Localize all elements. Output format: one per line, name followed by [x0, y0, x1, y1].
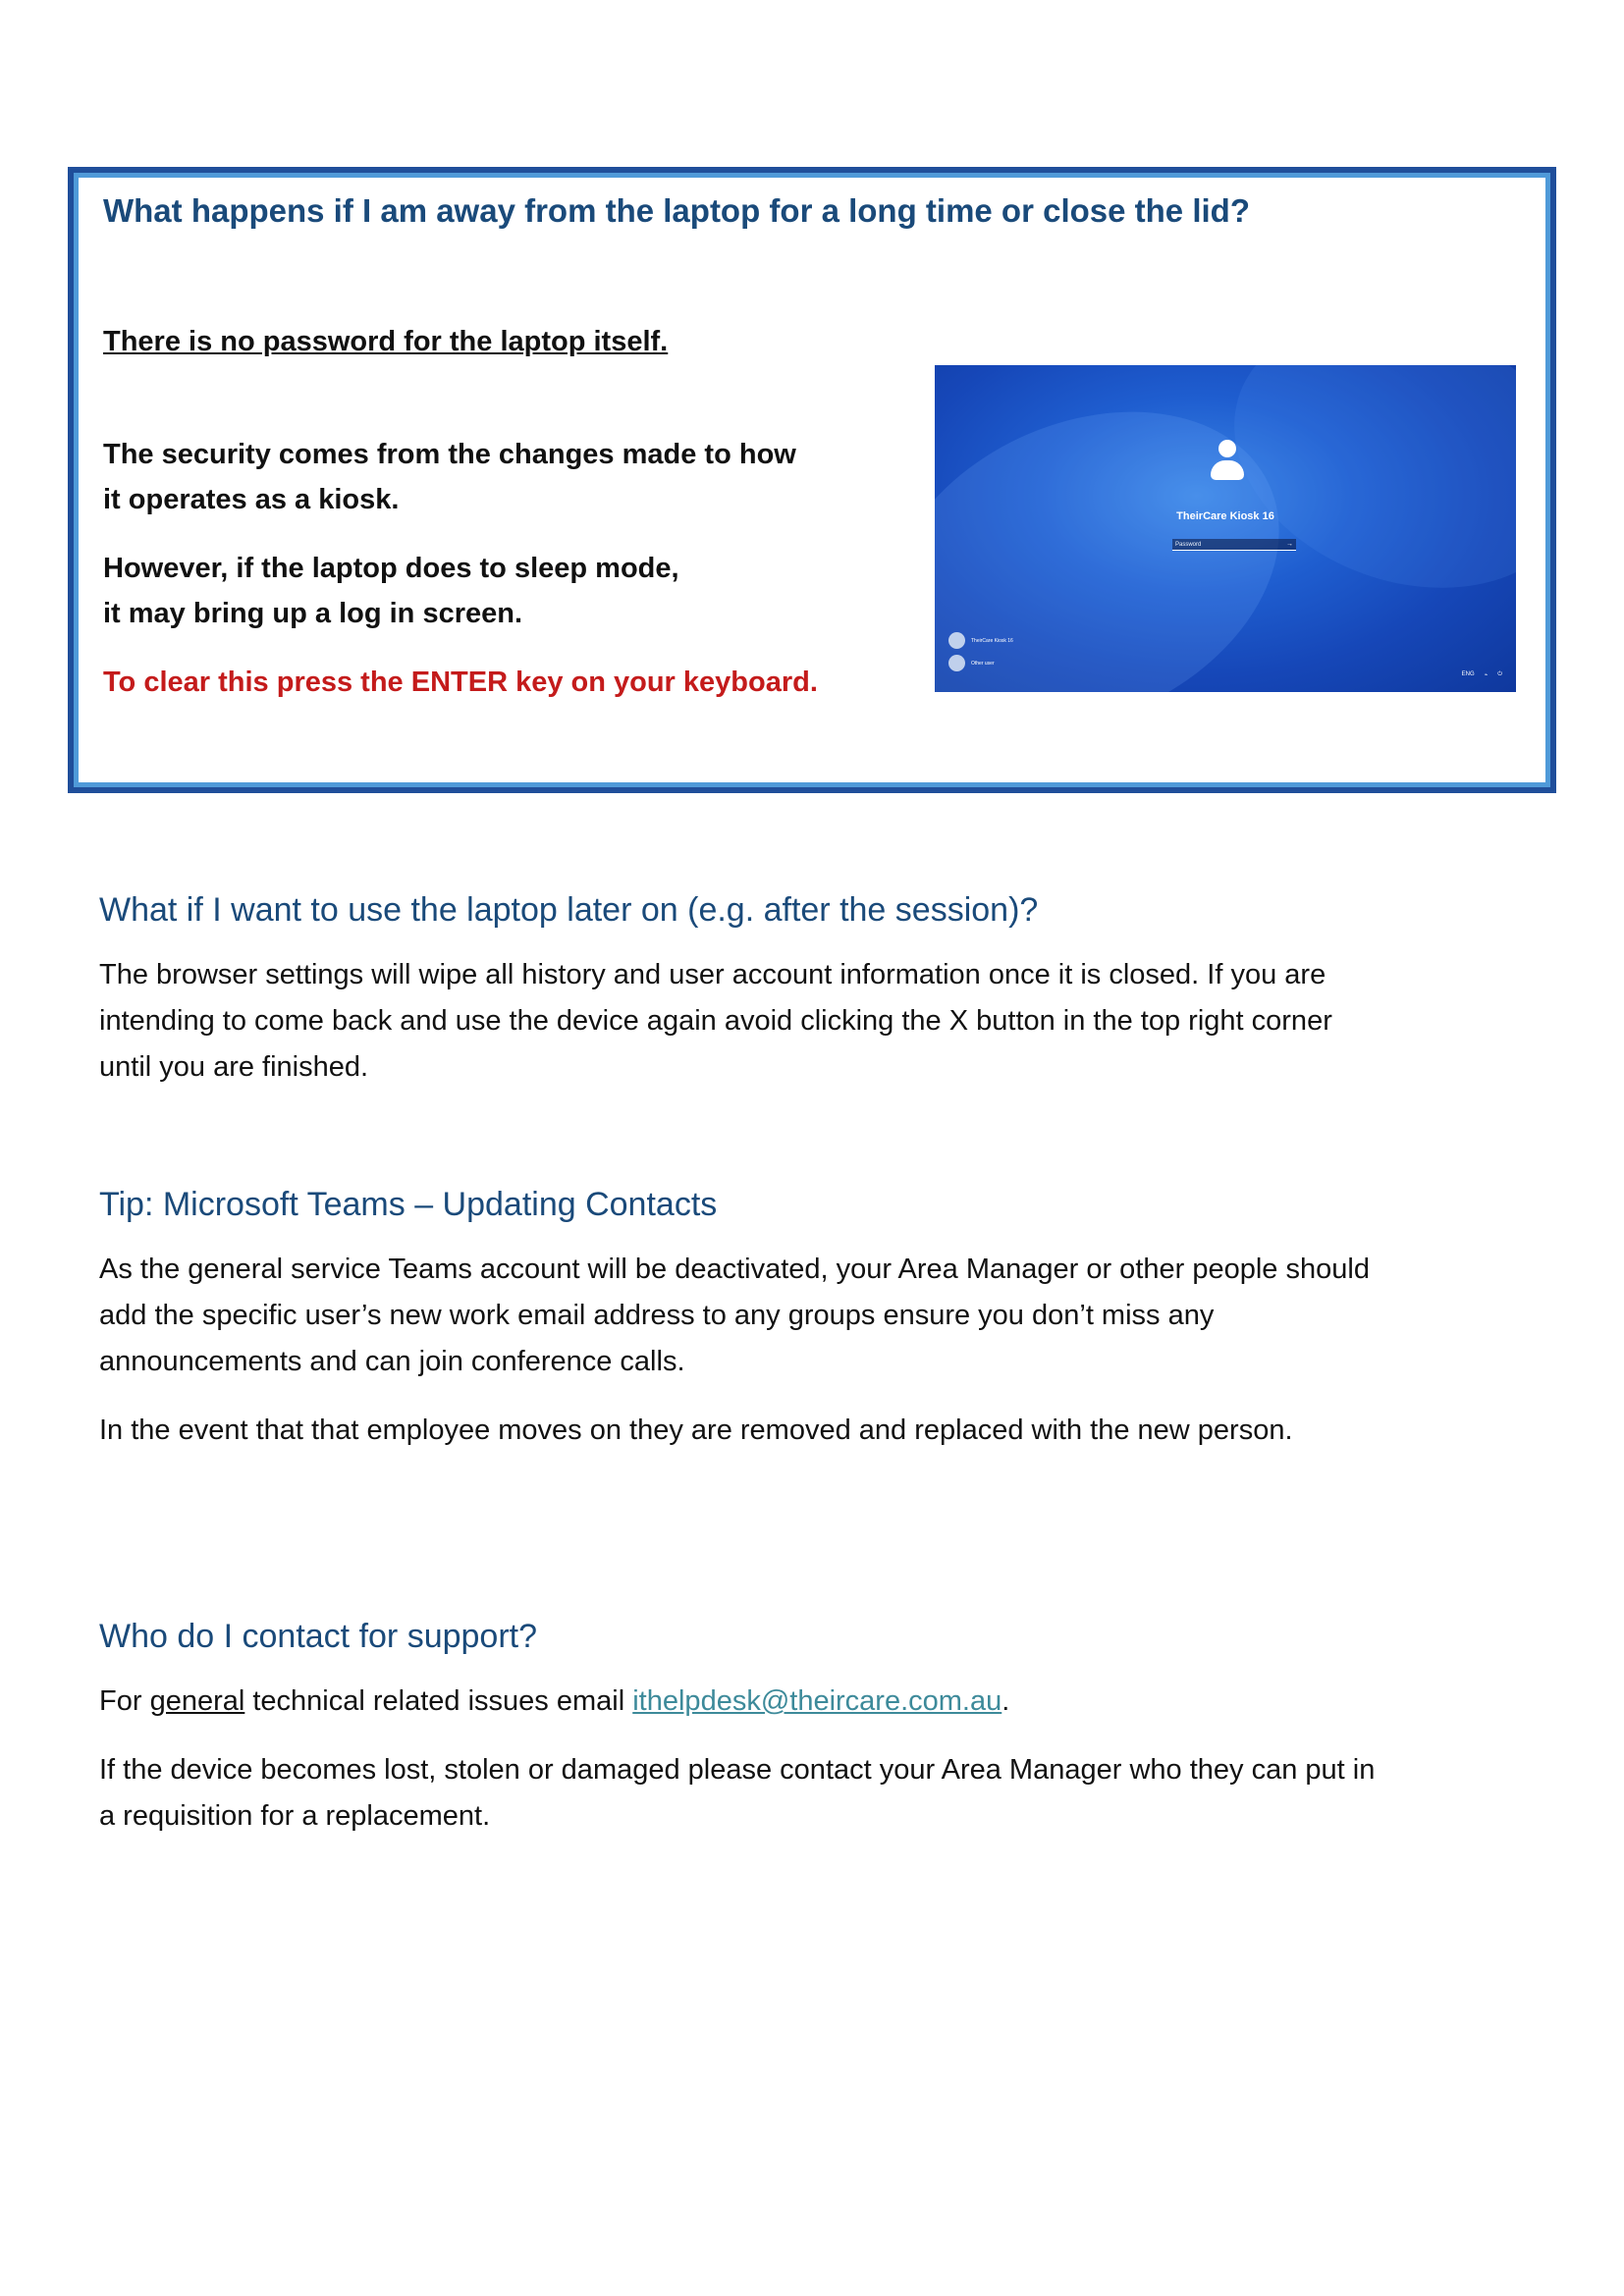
- support-text: .: [1001, 1685, 1010, 1717]
- teams-replacement-note: In the event that that employee moves on they are removed and replaced with the new person.: [99, 1415, 1293, 1446]
- lost-device-paragraph: [99, 1747, 1533, 1840]
- support-text: For: [99, 1685, 150, 1717]
- teams-tip-paragraph: [99, 1247, 1533, 1385]
- network-icon: ⌁: [1484, 672, 1489, 678]
- later-use-line: until you are finished.: [99, 1051, 369, 1083]
- support-email-paragraph: [99, 1679, 1533, 1725]
- teams-tip-line: add the specific user’s new work email address to any groups ensure you don’t miss any: [99, 1300, 1215, 1331]
- user-avatar-icon: [948, 655, 965, 671]
- later-use-heading: What if I want to use the laptop later on (e.g. after the session)?: [99, 891, 1039, 929]
- later-use-paragraph: [99, 952, 1533, 1091]
- support-text: technical related issues email: [244, 1685, 633, 1717]
- password-placeholder: Password: [1175, 542, 1202, 548]
- user-avatar-icon: [948, 632, 965, 649]
- user-avatar-icon: [1211, 440, 1244, 481]
- lost-device-line: If the device becomes lost, stolen or damaged please contact your Area Manager who they can put in: [99, 1754, 1376, 1786]
- power-icon: ⏻: [1497, 671, 1502, 677]
- lid-closed-callout: [68, 167, 1556, 793]
- user-switch-label: Other user: [971, 660, 995, 667]
- user-switch-item: [948, 632, 1013, 649]
- helpdesk-email-link[interactable]: ithelpdesk@theircare.com.au: [632, 1685, 1002, 1717]
- no-password-note: There is no password for the laptop itself.: [103, 326, 669, 357]
- lost-device-line: a requisition for a replacement.: [99, 1800, 491, 1832]
- password-field: [1172, 539, 1296, 551]
- system-tray: [1462, 671, 1502, 678]
- login-screen-screenshot: [935, 365, 1516, 692]
- general-emphasis: general: [149, 1685, 245, 1717]
- teams-tip-line: announcements and can join conference calls.: [99, 1346, 685, 1377]
- language-indicator: ENG: [1461, 671, 1475, 677]
- sleep-line-1: However, if the laptop does to sleep mode,: [103, 553, 679, 584]
- sleep-paragraph: [103, 546, 928, 636]
- user-switch-item: [948, 655, 1013, 671]
- teams-tip-heading: Tip: Microsoft Teams – Updating Contacts: [99, 1186, 718, 1223]
- security-line-2: it operates as a kiosk.: [103, 484, 400, 515]
- security-paragraph: [103, 432, 928, 522]
- teams-tip-line: As the general service Teams account will be deactivated, your Area Manager or other people should: [99, 1254, 1370, 1285]
- kiosk-account-name: TheirCare Kiosk 16: [1176, 510, 1274, 522]
- sleep-line-2: it may bring up a log in screen.: [103, 598, 523, 629]
- submit-arrow-icon: →: [1286, 541, 1293, 548]
- user-switch-list: [948, 632, 1013, 677]
- callout-title: What happens if I am away from the laptop for a long time or close the lid?: [103, 192, 1250, 229]
- security-line-1: The security comes from the changes made to how: [103, 439, 796, 470]
- later-use-line: The browser settings will wipe all history and user account information once it is closed. If you are: [99, 959, 1326, 990]
- support-heading: Who do I contact for support?: [99, 1618, 538, 1655]
- later-use-line: intending to come back and use the device again avoid clicking the X button in the top right corner: [99, 1005, 1332, 1037]
- enter-key-instruction: To clear this press the ENTER key on your keyboard.: [103, 667, 818, 698]
- user-switch-label: TheirCare Kiosk 16: [971, 637, 1013, 644]
